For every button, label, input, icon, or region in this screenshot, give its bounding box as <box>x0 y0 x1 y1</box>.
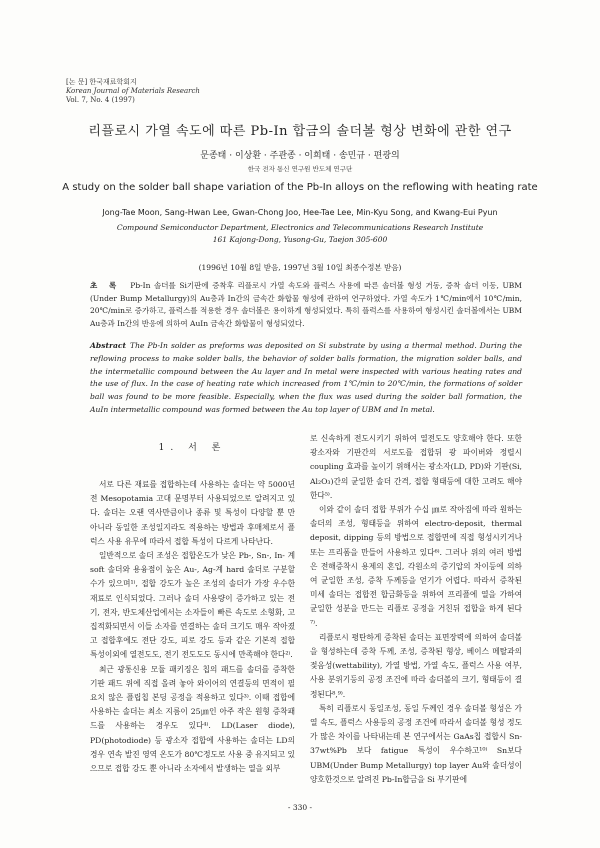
journal-type-label: [논 문] 한국재료학회지 <box>66 78 137 86</box>
paragraph: 일반적으로 솔더 조성은 접합온도가 낮은 Pb-, Sn-, In- 계 soft 솔더와 용융점이 높은 Au-, Ag-계 hard 솔더로 구분할 수가 있으며¹⁾, 접합 강도가 높은 조성의 솔더가 가장 우수한 재료로 인식되었다. 그러나 솔더 사용량이 증가하고 있는 전기, 전자, 반도체산업에서는 소자들이 빠른 속도로 소형화, 고집적화되면서 이들 소자를 연결하는 솔더 크기도 매우 작아졌고 접합후에도 전단 강도, 피로 강도 등과 같은 기본적 접합 특성이외에 열전도도, 전기 전도도도 동시에 만족해야 한다²⁾. <box>90 551 295 660</box>
affiliation-english <box>0 222 600 246</box>
left-column <box>90 478 295 776</box>
right-column <box>310 432 522 787</box>
abstract-korean <box>90 280 522 330</box>
abstract-korean-text: Pb-In 솔더를 Si기판에 증착후 리플로시 가열 속도와 플럭스 사용에 따른 솔더볼 형성 거동, 증착 솔더 이동, UBM (Under Bump Metallurgy)의 Au층과 In간의 금속간 화합물 형성에 관하여 연구하였다. 가열 속도가 1℃/min에서 10℃/min, 20℃/min로 증가하고, 플럭스를 적용한 경우 솔더볼은 용이하게 형성되었다. 특히 플럭스를 사용하여 형성시킨 솔더볼에서는 UBM Au층과 In간의 반응에 의하여 AuIn 금속간 화합물이 형성되었다. <box>90 281 522 328</box>
affiliation-english-line2: 161 Kajong-Dong, Yusong-Gu, Taejon 305-600 <box>212 235 388 244</box>
journal-header <box>66 78 200 105</box>
abstract-korean-label: 초 록 <box>90 281 121 290</box>
paragraph: 특히 리플로시 동일조성, 동일 두께인 경우 솔더볼 형성은 가열 속도, 플럭스 사용등의 공정 조건에 따라서 솔더볼 형성 정도가 많은 차이를 나타내는데 본 연구에서는 GaAs칩 접합시 Sn-37wt%Pb 보다 fatigue 특성이 우수하고¹⁰⁾ Sn보다 UBM(Under Bump Metallurgy) top layer Au와 솔더성이 양호한것으로 알려진 Pb-In합금을 Si 부기판에 <box>310 703 522 784</box>
title-korean: 리플로시 가열 속도에 따른 Pb-In 합금의 솔더볼 형상 변화에 관한 연구 <box>88 124 512 139</box>
journal-volume: Vol. 7, No. 4 (1997) <box>66 96 135 104</box>
paragraph: 리플로시 평탄하게 증착된 솔더는 표면장력에 의하여 솔더볼을 형성하는데 증착 두께, 조성, 증착된 형상, 베이스 메탈과의 젖음성(wettability), 가열 방법, 가열 속도, 플럭스 사용 여부, 사용 분위기등의 공정 조건에 따라 솔더볼의 크기, 형태등이 결정된다⁸,⁹⁾. <box>310 632 522 699</box>
affiliation-korean: 한국 전자 통신 연구원 반도체 연구단 <box>247 165 353 173</box>
title-english: A study on the solder ball shape variation of the Pb-In alloys on the reflowing with heating rate <box>62 182 538 193</box>
section-heading-introduction: 1. 서 론 <box>158 443 227 453</box>
abstract-english-label: Abstract <box>90 341 127 350</box>
page-number: - 330 - <box>287 803 313 812</box>
received-date: (1996년 10월 8일 받음, 1997년 3월 10일 최종수정본 받음) <box>198 263 402 272</box>
paragraph: 최근 광통신용 모듈 패키징은 칩의 패드를 솔더를 증착한 기판 패드 위에 직접 올려 놓아 와이어의 연결등의 면적이 필요치 않은 플립칩 본딩 공정을 적용하고 있다³⁾. 이때 접합에 사용하는 솔더는 최소 지름이 25㎛인 아주 작은 원형 증착패드를 사용하는 경우도 있다⁴⁾. LD(Laser diode), PD(photodiode) 등 광소자 접합에 사용하는 솔더는 LD의 경우 연속 발진 영역 온도가 80℃정도로 사용 중 유지되고 있으므로 접합 강도 뿐 아니라 소자에서 발생하는 열을 외부 <box>90 664 295 774</box>
paragraph: 로 신속하게 전도시키기 위하여 열전도도 양호해야 한다. 또한 광소자와 기판간의 서로도를 접합뒤 광 파이버와 정렬시 coupling 효과를 높이기 위해서는 광소자(LD, PD)와 기판(Si, Al₂O₃)간의 균일한 솔더 간격, 접합 형태등에 대한 고려도 해야 한다⁵⁾. <box>310 434 522 500</box>
paragraph: 이와 같이 솔더 접합 부위가 수십 ㎛로 작아짐에 따라 원하는 솔더의 조성, 형태등을 위하여 electro-deposit, thermal deposit, dipping 등의 방법으로 접합면에 직접 형성시키거나 또는 프리폼을 만들어 사용하고 있다⁶⁾. 그러나 위의 여러 방법은 전해증착시 용제의 혼입, 각원소의 증기압의 차이등에 의하여 균일한 조성, 증착 두께등을 얻기가 어렵다. 따라서 증착된 미세 솔더는 접합전 합금화등을 위하여 프리플에 열을 가하여 균일한 성분을 만드는 리플로 공정을 거친뒤 접합을 하게 된다⁷⁾. <box>310 505 522 628</box>
abstract-english <box>90 340 522 417</box>
paragraph: 서로 다른 재료를 접합하는데 사용하는 솔더는 약 5000년전 Mesopotamia 고대 문명부터 사용되었으로 알려지고 있다. 솔더는 오랜 역사만큼이나 종류 및 특성이 다양할 뿐 만 아니라 동일한 조성일지라도 적용하는 방법과 후매체로서 플럭스 사용 유무에 따라서 접합 특성이 다르게 나타난다. <box>90 480 295 546</box>
abstract-english-text: The Pb-In solder as preforms was deposited on Si substrate by using a thermal method. During the reflowing process to make solder balls, the behavior of solder balls formation, the migration solder balls, and the intermetallic compound between the Au layer and In metal were inspected with various heating rates and the use of flux. In the case of heating rate which increased from 1℃/min to 20℃/min, the formations of solder ball was found to be more feasible. Especially, when the flux was used during the solder ball formation, the AuIn intermetallic compound was formed between the Au top layer of UBM and In metal. <box>90 341 522 414</box>
authors-korean: 문종태 · 이상환 · 주관종 · 이희태 · 송민규 · 편광의 <box>200 151 400 161</box>
journal-name: Korean Journal of Materials Research <box>66 87 200 95</box>
authors-english: Jong-Tae Moon, Sang-Hwan Lee, Gwan-Chong Joo, Hee-Tae Lee, Min-Kyu Song, and Kwang-Eui Pyun <box>102 208 498 217</box>
affiliation-english-line1: Compound Semiconductor Department, Electronics and Telecommunications Research Institute <box>116 223 484 232</box>
